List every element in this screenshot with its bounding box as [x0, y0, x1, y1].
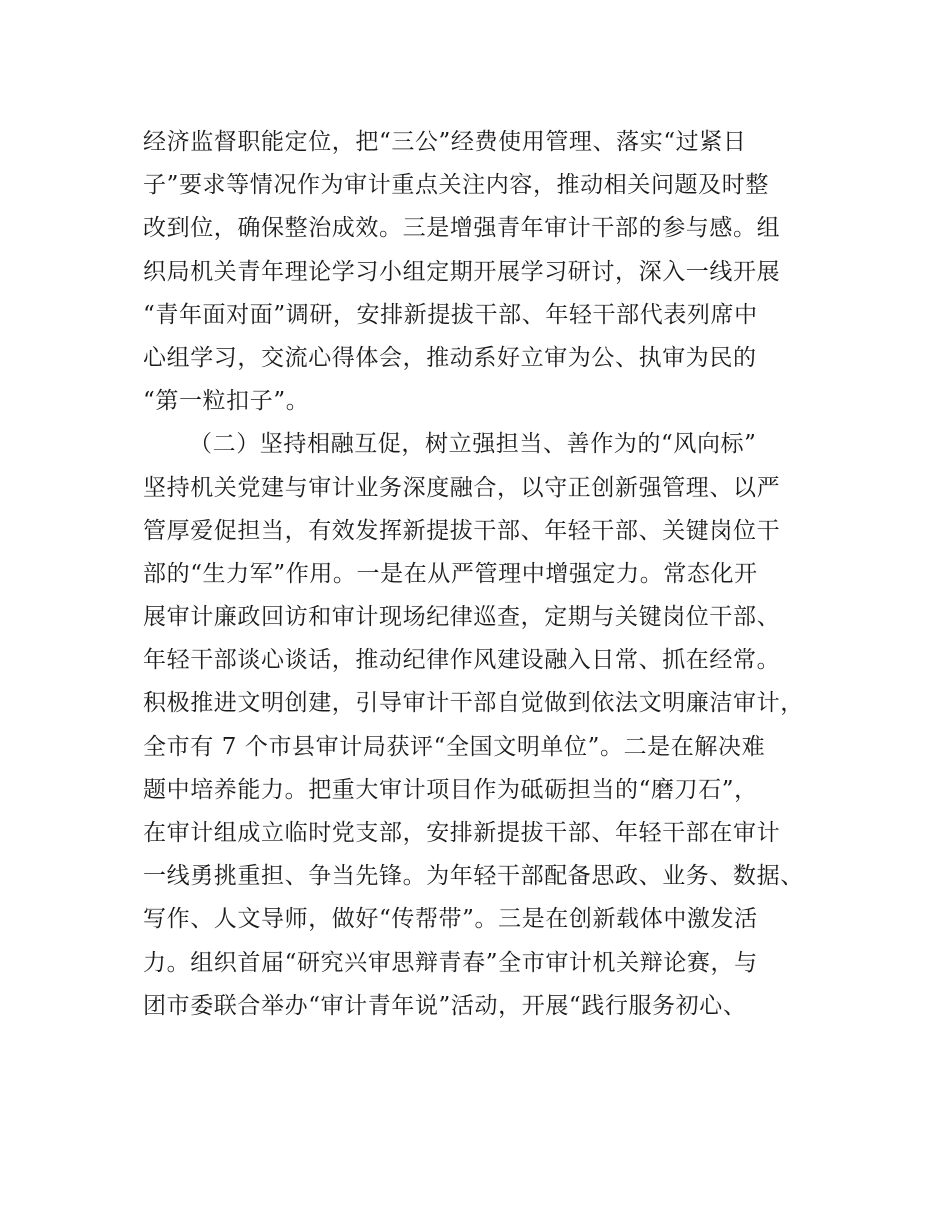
text-line: 一线勇挑重担、争当先锋。为年轻干部配备思政、业务、数据、 [143, 863, 804, 890]
text-line: 部的“生力军”作用。一是在从严管理中增强定力。常态化开 [143, 560, 758, 587]
text-line: 改到位，确保整治成效。三是增强青年审计干部的参与感。组 [143, 215, 781, 242]
text-line: “青年面对面”调研，安排新提拔干部、年轻干部代表列席中 [143, 301, 758, 328]
text-line: 全市有 7 个市县审计局获评“全国文明单位”。二是在解决难 [143, 733, 766, 760]
section-heading: （二）坚持相融互促，树立强担当、善作为的“风向标” [189, 431, 757, 458]
text-line: 题中培养能力。把重大审计项目作为砥砺担当的“磨刀石”， [143, 776, 758, 803]
document-body [143, 121, 833, 1028]
text-line: 团市委联合举办“审计青年说”活动，开展“践行服务初心、 [143, 992, 747, 1019]
text-line: 写作、人文导师，做好“传帮带”。三是在创新载体中激发活 [143, 906, 758, 933]
text-line: 展审计廉政回访和审计现场纪律巡查，定期与关键岗位干部、 [143, 604, 781, 631]
text-line: 管厚爱促担当，有效发挥新提拔干部、年轻干部、关键岗位干 [143, 517, 781, 544]
text-line: 坚持机关党建与审计业务深度融合，以守正创新强管理、以严 [143, 474, 781, 501]
text-line: 力。组织首届“研究兴审思辩青春”全市审计机关辩论赛，与 [143, 949, 758, 976]
text-line: 子”要求等情况作为审计重点关注内容，推动相关问题及时整 [143, 172, 769, 199]
text-line: 在审计组成立临时党支部，安排新提拔干部、年轻干部在审计 [143, 820, 781, 846]
text-line: 心组学习，交流心得体会，推动系好立审为公、执审为民的 [143, 344, 757, 371]
text-line: 织局机关青年理论学习小组定期开展学习研讨，深入一线开展 [143, 258, 781, 285]
text-line: 经济监督职能定位，把“三公”经费使用管理、落实“过紧日 [143, 129, 747, 155]
text-line: 积极推进文明创建，引导审计干部自觉做到依法文明廉洁审计， [143, 690, 804, 717]
text-line: 年轻干部谈心谈话，推动纪律作风建设融入日常、抓在经常。 [143, 647, 781, 674]
text-line: “第一粒扣子”。 [143, 388, 310, 415]
